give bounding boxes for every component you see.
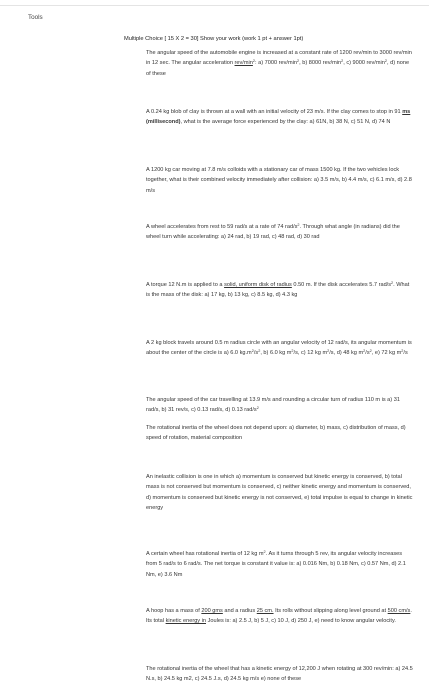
question-7: The angular speed of the car travelling at 13.9 m/s and rounding a circular turn of radius 110 m is a) 31 rad/s, b) 31 rev/s, c) 0.13 rad/s, d) 0.13 rad/$s^2$ [146, 397, 400, 414]
question-3: A 1200 kg car moving at 7.8 m/s colloids with a stationary car of mass 1500 kg. If the two vehicles lock together, what is their combined velocity immediately after collision: a) 3.5 m/s, b) 4.4 m/s, c) 6.1 m/s, d) 2.8 m/s [146, 167, 412, 194]
question-9: An inelastic collision is one in which a) momentum is conserved but kinetic energy is conserved, b) total mass is not conserved but momentum is conserved, c) neither kinetic energy and momentum is conserved, d) momentum is conserved but kinetic energy is not conserved, e) total impulse is equal to change in kinetic energy [146, 474, 413, 512]
question-1: The angular speed of the automobile engine is increased at a constant rate of 1200 rev/min to 3000 rev/min in 12 sec. The angular acceleration rev/$\min^2$: a) 7000 rev/$\min^2$, b) 8000 rev/$\min^2$, c) 9000 rev/$\min^2$, d) none of these [146, 50, 412, 77]
page-heading: Multiple Choice [ 15 X 2 = 30] Show your work (work 1 pt + answer 1pt) [124, 36, 304, 42]
tools-link[interactable]: Tools [28, 14, 43, 21]
question-10: A certain wheel has rotational inertia of 12 kg $m^2$. As it turns through 5 rev, its angular velocity increases from 5 rad/s to 6 rad/s. The net torque is constant it value is: a) 0.016 Nm, b) 0.18 Nm, c) 0.57 Nm, d) 2.1 Nm, e) 3.6 Nm [146, 549, 406, 578]
question-2: A 0.24 kg blob of clay is thrown at a wall with an initial velocity of 23 m/s. If the clay comes to stop in 91 ms (millisecond), what is the average force experienced by the clay: a) 61N, b) 38 N, c) 51 N, d) 74 N [146, 109, 411, 126]
question-5: A torque 12 N.m is applied to a solid, uniform disk of radius 0.50 m. If the disk accelerates 5.7 rad/$s^2$. What is the mass of the disk: a) 17 kg, b) 13 kg, c) 8.5 kg, d) 4.3 kg [146, 280, 410, 299]
top-navigation-bar [0, 0, 429, 6]
question-6: A 2 kg block travels around 0.5 m radius circle with an angular velocity of 12 rad/s, its angular momentum is about the center of the circle is a) 6.0 $kg.m^2/s^2$, b) 6.0 kg $m^2/s$, c) 12 kg $m^2/s$, d) 48 kg $m^2/s^2$, e) 72 kg $m^2/s$ [146, 340, 412, 357]
question-8: The rotational inertia of the wheel does not depend upon: a) diameter, b) mass, c) distribution of mass, d) speed of rotation, material composition [146, 425, 406, 442]
question-4: A wheel accelerates from rest to 59 rad/s at a rate of 74 rad/$s^2$. Through what angle (in radians) did the wheel turn while accelerating: a) 24 rad, b) 19 rad, c) 48 rad, d) 30 rad [146, 222, 400, 241]
question-11: A hoop has a mass of 200 gms and a radius 25 cm. Its rolls without slipping along level ground at 500 cm/s. Its total kinetic energy in Joules is: a) 2.5 J, b) 5 J, c) 10 J, d) 250 J, e) need to know angular velocity. [146, 608, 412, 625]
question-12: The rotational inertia of the wheel that has a kinetic energy of 12,200 J when rotating at 300 rev/min: a) 24.5 N.s, b) 24.5 kg m2, c) 24.5 J.s, d) 24.5 kg m/s e) none of these [146, 666, 413, 683]
